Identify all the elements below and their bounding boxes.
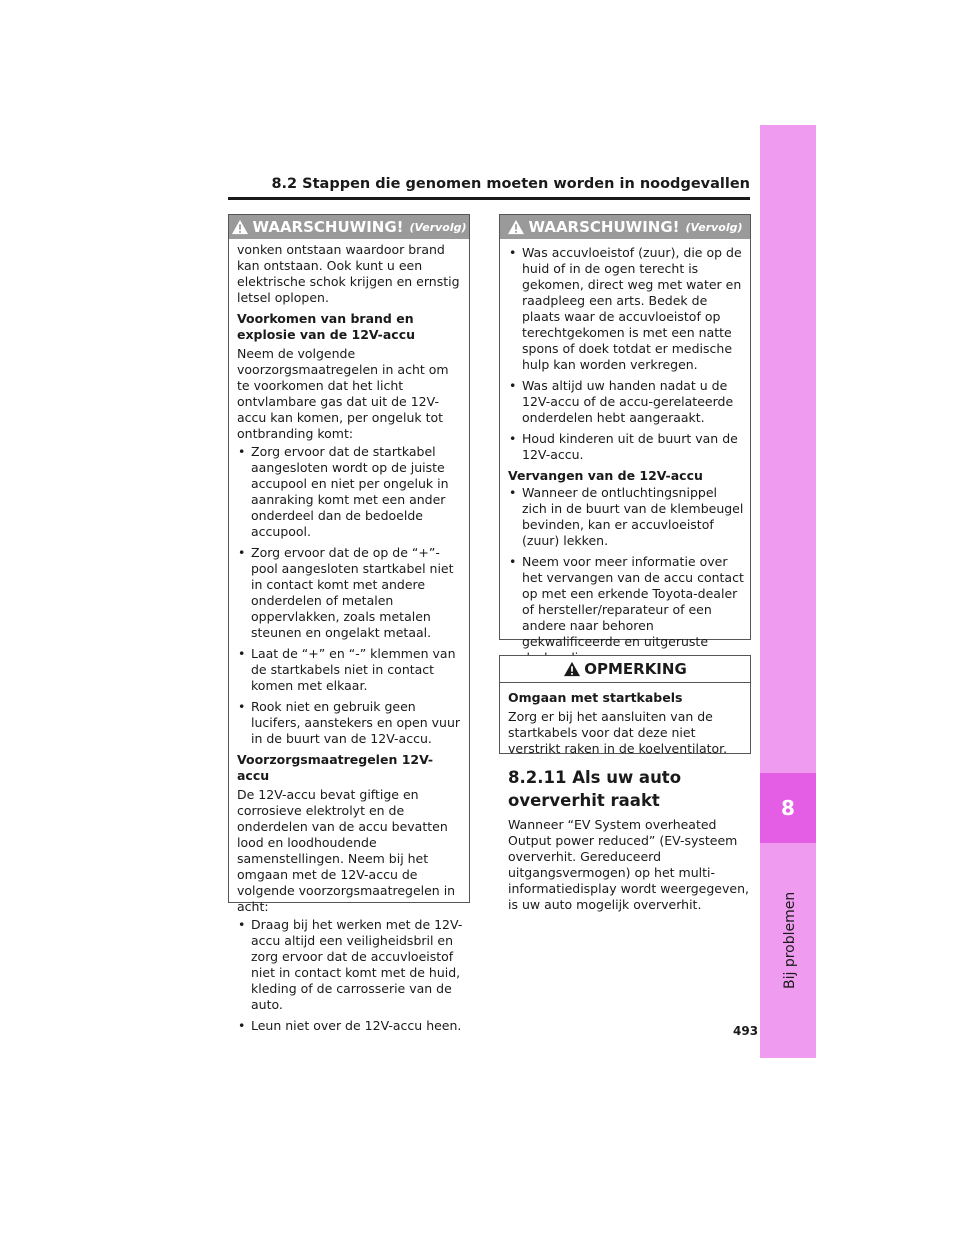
warning-box-right bbox=[499, 214, 751, 649]
list-item: • Zorg ervoor dat de startkabel aangesloten wordt op de juiste accupool en niet per ongeluk in aanraking komt met een ander onderdeel dan de bedoelde accupool. bbox=[237, 444, 463, 540]
notice-text: Zorg er bij het aansluiten van de startkabels voor dat deze niet verstrikt raken in de koelventilator. bbox=[508, 709, 728, 756]
warning-box-left bbox=[228, 214, 470, 1033]
section-text: Wanneer “EV System overheated Output power reduced” (EV-systeem oververhit. Gereduceerd uitgangsvermogen) op het multi-informatiedisplay wordt weergegeven, is uw auto mogelijk oververhit. bbox=[508, 817, 749, 912]
warning-body bbox=[229, 239, 469, 1045]
list-item: • Laat de “+” en “-” klemmen van de startkabels niet in contact komen met elkaar. bbox=[237, 646, 463, 694]
warning-header bbox=[500, 215, 750, 239]
notice-title: OPMERKING bbox=[584, 660, 687, 678]
list-item: • Zorg ervoor dat de op de “+”-pool aangesloten startkabel niet in contact komt met andere onderdelen of metalen oppervlakken, zoals metalen steunen en ongelakt metaal. bbox=[237, 545, 463, 641]
warning-triangle-icon bbox=[507, 219, 525, 235]
warning-header bbox=[229, 215, 469, 239]
warning-list-fire bbox=[237, 444, 463, 747]
warning-list-acid bbox=[508, 245, 744, 463]
header-rule bbox=[228, 197, 750, 200]
notice-header bbox=[500, 656, 750, 683]
chapter-label: Bij problemen bbox=[782, 891, 798, 989]
list-item: • Neem voor meer informatie over het vervangen van de accu contact op met een erkende Toyota-dealer of hersteller/reparateur of een andere naar behoren gekwalificeerde en uitgeruste bbox=[508, 554, 744, 666]
warning-body bbox=[500, 239, 750, 677]
warning-subhead-replace: Vervangen van de 12V-accu bbox=[508, 468, 703, 483]
warning-title: WAARSCHUWING! bbox=[528, 218, 680, 236]
warning-title: WAARSCHUWING! bbox=[252, 218, 404, 236]
warning-continued: (Vervolg) bbox=[409, 220, 467, 234]
list-item: • Wanneer de ontluchtingsnippel zich in de buurt van de klembeugel bevinden, kan er accuvloeistof (zuur) lekken. bbox=[508, 485, 744, 549]
page-header-title: 8.2 Stappen die genomen moeten worden in noodgevallen bbox=[271, 176, 750, 192]
warning-continued: (Vervolg) bbox=[685, 220, 743, 234]
list-item: • Was accuvloeistof (zuur), die op de huid of in de ogen terecht is gekomen, direct weg met water en raadpleeg een arts. Bedek de plaats waar de accuvloeistof op terechtgekomen is met een natte spons of doek totdat er medische hulp kan worden verkregen. bbox=[508, 245, 744, 373]
notice-subhead: Omgaan met startkabels bbox=[508, 690, 683, 705]
warning-triangle-icon bbox=[563, 661, 581, 677]
warning-subhead-precautions: Voorzorgsmaatregelen 12V-accu bbox=[237, 752, 434, 783]
warning-list-precautions bbox=[237, 917, 463, 1034]
section-title: 8.2.11 Als uw auto oververhit raakt bbox=[508, 768, 682, 810]
chapter-number: 8 bbox=[781, 796, 795, 820]
warning-para-precautions: De 12V-accu bevat giftige en corrosieve elektrolyt en de onderdelen van de accu bevatten lood en loodhoudende samenstellingen. Neem bij het omgaan met de 12V-accu de volgende voorzorgsmaatregelen in acht: bbox=[237, 787, 456, 914]
page-number: 493 bbox=[733, 1024, 759, 1038]
list-item: • Draag bij het werken met de 12V-accu altijd een veiligheidsbril en zorg ervoor dat de accuvloeistof niet in contact komt met de huid, kleding of de carrosserie van de auto. bbox=[237, 917, 463, 1013]
warning-subhead-fire: Voorkomen van brand en explosie van de 12V-accu bbox=[237, 311, 416, 342]
section-body bbox=[508, 817, 756, 913]
list-item: • Was altijd uw handen nadat u de 12V-accu of de accu-gerelateerde onderdelen hebt aangeraakt. bbox=[508, 378, 744, 426]
list-item: • Leun niet over de 12V-accu heen. bbox=[237, 1018, 463, 1034]
warning-triangle-icon bbox=[231, 219, 249, 235]
chapter-number-box bbox=[760, 773, 816, 843]
warning-intro: vonken ontstaan waardoor brand kan ontstaan. Ook kunt u een elektrische schok krijgen en ernstig letsel oplopen. bbox=[237, 242, 460, 305]
notice-box bbox=[499, 655, 751, 754]
notice-body bbox=[500, 683, 750, 768]
warning-para-fire: Neem de volgende voorzorgsmaatregelen in acht om te voorkomen dat het licht ontvlambare gas dat uit de 12V-accu kan komen, per ongeluk tot ontbranding komt: bbox=[237, 346, 449, 441]
list-item: • Rook niet en gebruik geen lucifers, aanstekers en open vuur in de buurt van de 12V-accu. bbox=[237, 699, 463, 747]
list-item: • Houd kinderen uit de buurt van de 12V-accu. bbox=[508, 431, 744, 463]
warning-list-replace bbox=[508, 485, 744, 666]
